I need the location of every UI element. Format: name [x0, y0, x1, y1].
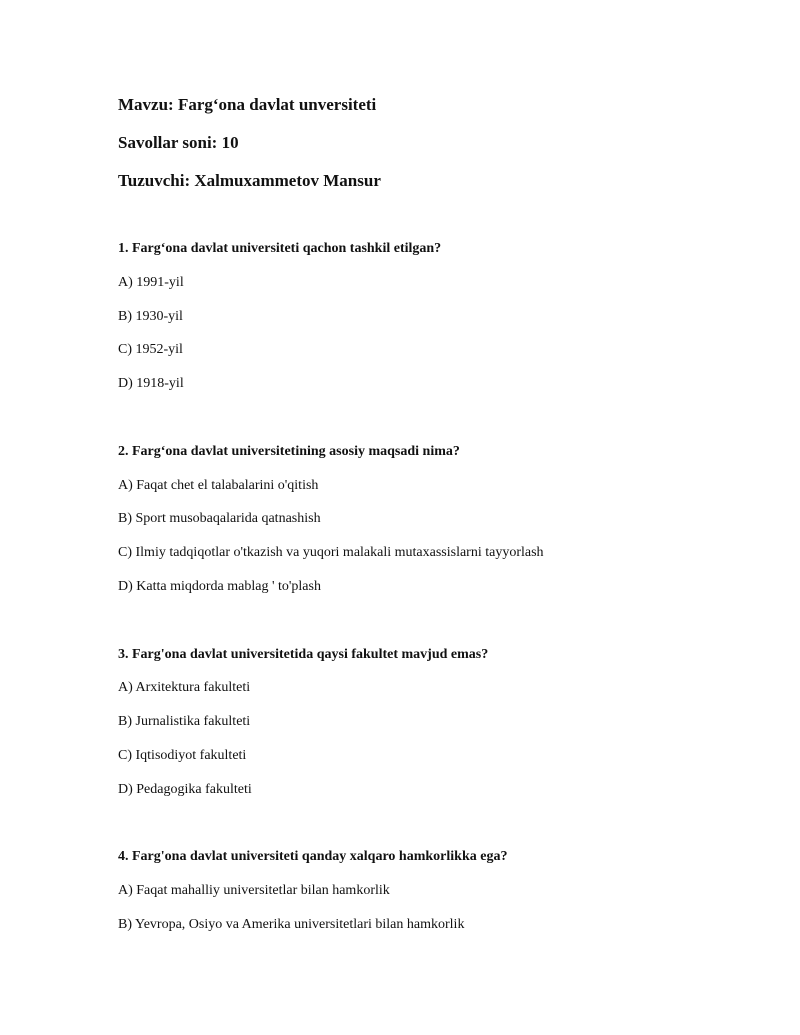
question-1: 1. Farg‘ona davlat universiteti qachon tashkil etilgan?	[118, 241, 442, 256]
question-3-option-b: B) Jurnalistika fakulteti	[118, 714, 251, 729]
question-1-option-d: D) 1918-yil	[118, 376, 184, 391]
question-2: 2. Farg‘ona davlat universitetining asosiy maqsadi nima?	[118, 444, 460, 459]
question-4-option-a: A) Faqat mahalliy universitetlar bilan hamkorlik	[118, 883, 390, 898]
question-3-option-c: C) Iqtisodiyot fakulteti	[118, 748, 247, 763]
question-count-heading: Savollar soni: 10	[118, 133, 239, 152]
question-2-option-d: D) Katta miqdorda mablag ' to'plash	[118, 579, 321, 594]
author-heading: Tuzuvchi: Xalmuxammetov Mansur	[118, 171, 381, 190]
question-3-option-d: D) Pedagogika fakulteti	[118, 782, 252, 797]
question-3-option-a: A) Arxitektura fakulteti	[118, 680, 251, 695]
question-3: 3. Farg'ona davlat universitetida qaysi fakultet mavjud emas?	[118, 647, 489, 662]
question-2-option-a: A) Faqat chet el talabalarini o'qitish	[118, 478, 319, 493]
question-2-option-c: C) Ilmiy tadqiqotlar o'tkazish va yuqori malakali mutaxassislarni tayyorlash	[118, 545, 544, 560]
question-1-option-a: A) 1991-yil	[118, 275, 184, 290]
question-1-option-c: C) 1952-yil	[118, 342, 183, 357]
question-4-option-b: B) Yevropa, Osiyo va Amerika universitetlari bilan hamkorlik	[118, 917, 465, 932]
topic-heading: Mavzu: Farg‘ona davlat unversiteti	[118, 95, 377, 114]
question-1-option-b: B) 1930-yil	[118, 309, 183, 324]
question-4: 4. Farg'ona davlat universiteti qanday xalqaro hamkorlikka ega?	[118, 849, 508, 864]
question-2-option-b: B) Sport musobaqalarida qatnashish	[118, 511, 321, 526]
